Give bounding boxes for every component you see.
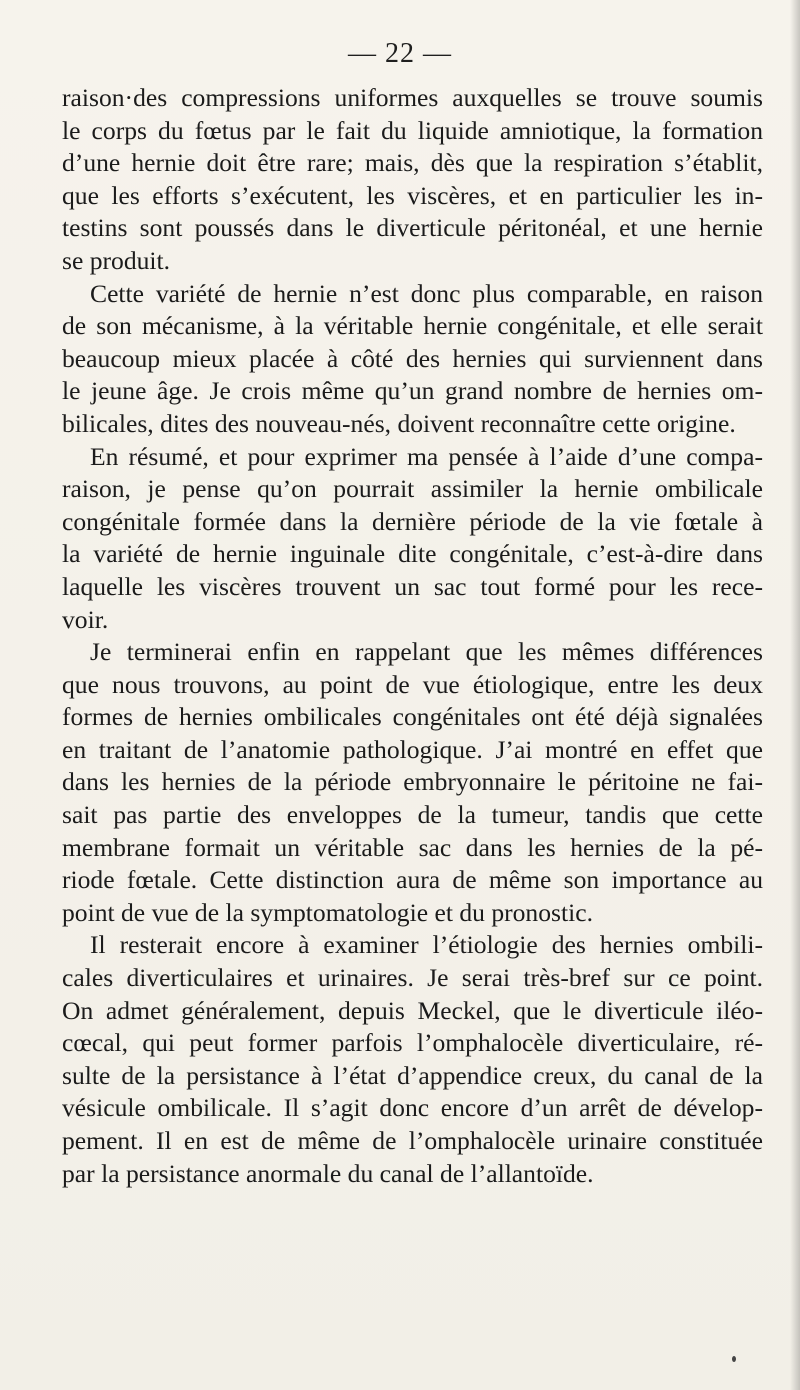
text-line: cœcal, qui peut former parfois l’omphalocèle diverticulaire, ré- xyxy=(62,1028,763,1058)
text-line: le corps du fœtus par le fait du liquide amniotique, la formation xyxy=(62,115,763,145)
text-line: riode fœtale. Cette distinction aura de même son importance au xyxy=(62,865,763,895)
text-line: de son mécanisme, à la véritable hernie congénitale, et elle serait xyxy=(62,311,763,341)
body-text xyxy=(62,82,763,1190)
paragraph-start-line: En résumé, et pour exprimer ma pensée à l’aide d’une compa- xyxy=(90,441,763,471)
text-line: sait pas partie des enveloppes de la tumeur, tandis que cette xyxy=(62,800,763,830)
page-number: — 22 — xyxy=(348,38,452,69)
text-line: bilicales, dites des nouveau-nés, doivent reconnaître cette origine. xyxy=(62,408,736,438)
paragraph-start-line: Je terminerai enfin en rappelant que les mêmes différences xyxy=(90,637,763,667)
text-line: membrane formait un véritable sac dans les hernies de la pé- xyxy=(62,832,763,862)
text-line: que les efforts s’exécutent, les viscères, et en particulier les in- xyxy=(62,180,763,210)
text-line: beaucoup mieux placée à côté des hernies qui surviennent dans xyxy=(62,343,763,373)
text-line: dans les hernies de la période embryonnaire le péritoine ne fai- xyxy=(62,767,763,797)
text-line: laquelle les viscères trouvent un sac tout formé pour les rece- xyxy=(62,571,763,601)
text-line: testins sont poussés dans le diverticule péritonéal, et une hernie xyxy=(62,213,763,243)
text-line: la variété de hernie inguinale dite congénitale, c’est-à-dire dans xyxy=(62,539,763,569)
text-line: cales diverticulaires et urinaires. Je serai très-bref sur ce point. xyxy=(62,963,763,993)
text-line: se produit. xyxy=(62,245,171,275)
text-line: point de vue de la symptomatologie et du pronostic. xyxy=(62,897,593,927)
text-line: pement. Il en est de même de l’omphalocèle urinaire constituée xyxy=(62,1126,763,1155)
text-line: raison, je pense qu’on pourrait assimiler la hernie ombilicale xyxy=(62,474,763,504)
page-dot-mark xyxy=(732,1356,736,1362)
page-edge-shadow xyxy=(790,0,800,1390)
text-line: que nous trouvons, au point de vue étiologique, entre les deux xyxy=(62,669,763,699)
text-line: vésicule ombilicale. Il s’agit donc encore d’un arrêt de dévelop- xyxy=(62,1093,763,1123)
text-line: sulte de la persistance à l’état d’appendice creux, du canal de la xyxy=(62,1060,763,1090)
text-line: le jeune âge. Je crois même qu’un grand nombre de hernies om- xyxy=(62,376,763,406)
text-line: raison·des compressions uniformes auxquelles se trouve soumis xyxy=(62,83,763,112)
paragraph-start-line: Il resterait encore à examiner l’étiologie des hernies ombili- xyxy=(90,930,763,960)
text-line: par la persistance anormale du canal de l’allantoïde. xyxy=(62,1158,594,1188)
text-line: en traitant de l’anatomie pathologique. J’ai montré en effet que xyxy=(62,734,763,764)
text-line: congénitale formée dans la dernière période de la vie fœtale à xyxy=(62,506,763,536)
text-line: formes de hernies ombilicales congénitales ont été déjà signalées xyxy=(62,702,763,732)
text-line: d’une hernie doit être rare; mais, dès que la respiration s’établit, xyxy=(62,148,763,178)
text-line: voir. xyxy=(62,604,109,634)
paragraph-start-line: Cette variété de hernie n’est donc plus comparable, en raison xyxy=(90,278,763,308)
text-line: On admet généralement, depuis Meckel, que le diverticule iléo- xyxy=(62,995,763,1025)
